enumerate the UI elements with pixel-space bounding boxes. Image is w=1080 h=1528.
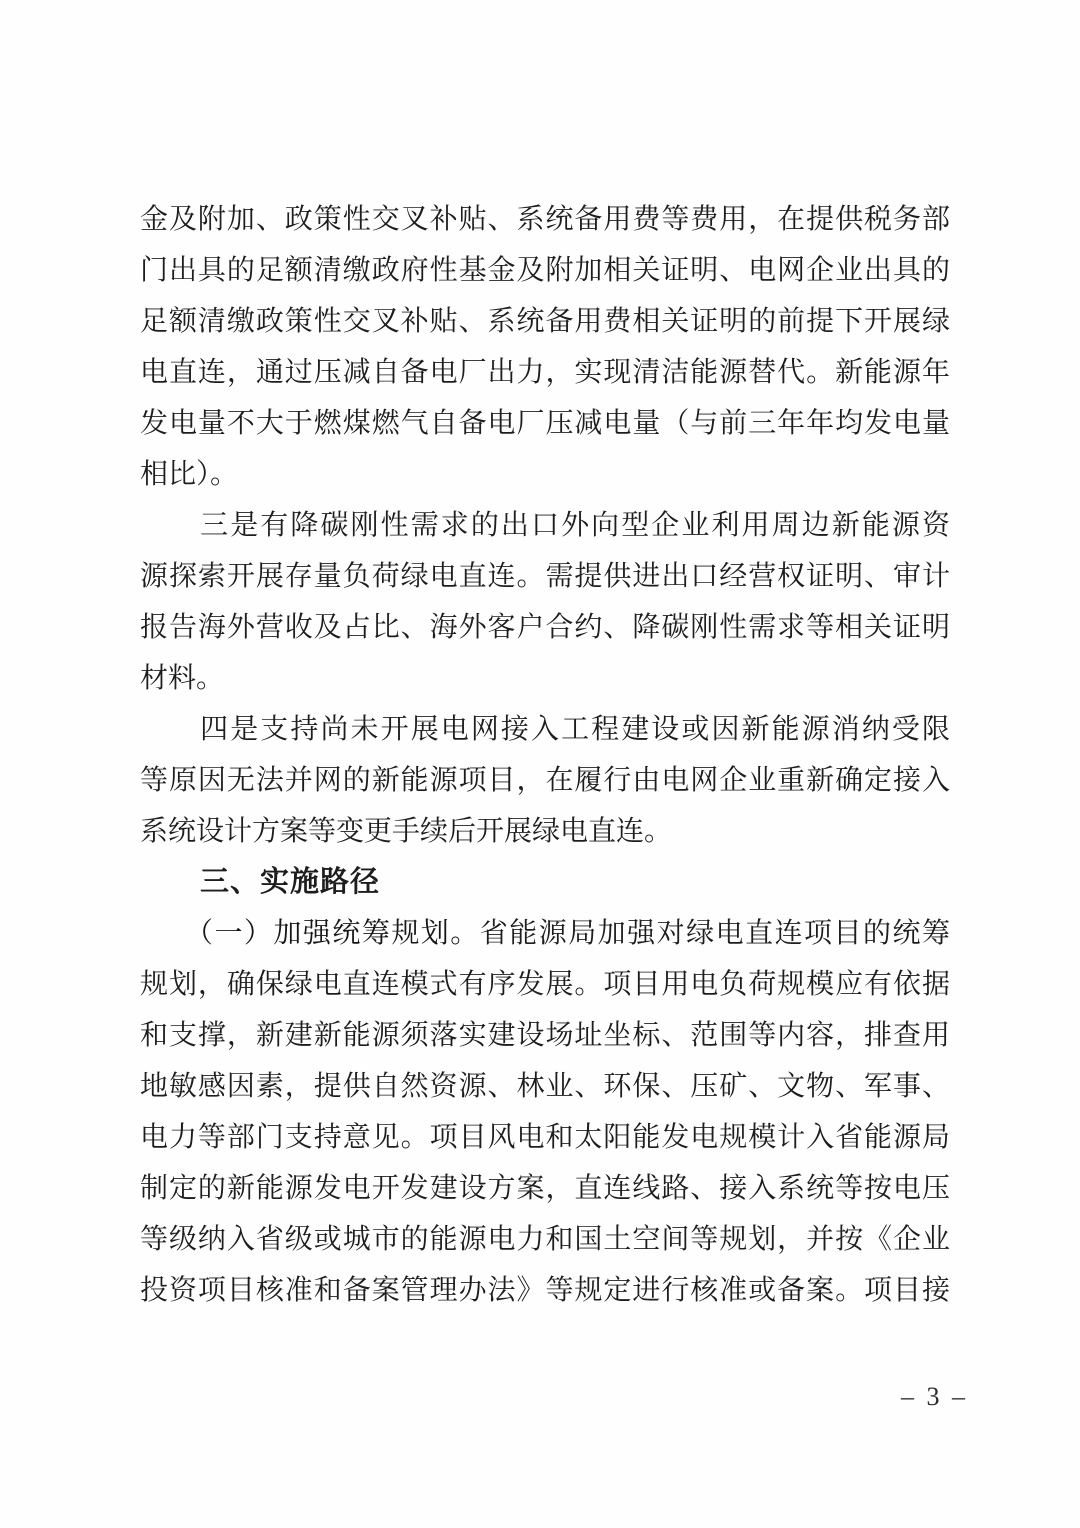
text-line: 三、实施路径 bbox=[140, 866, 381, 898]
text-line: 制定的新能源发电开发建设方案，直连线路、接入系统等按电压 bbox=[140, 1173, 950, 1204]
text-line: 投资项目核准和备案管理办法》等规定进行核准或备案。项目接 bbox=[140, 1275, 950, 1306]
text-line: 电力等部门支持意见。项目风电和太阳能发电规模计入省能源局 bbox=[140, 1122, 950, 1153]
text-line: 材料。 bbox=[140, 663, 225, 694]
text-line: 发电量不大于燃煤燃气自备电厂压减电量（与前三年年均发电量 bbox=[140, 408, 950, 439]
clause-title: （一）加强统筹规划。 bbox=[140, 918, 480, 949]
section-heading bbox=[140, 857, 950, 908]
text-line: 地敏感因素，提供自然资源、林业、环保、压矿、文物、军事、 bbox=[140, 1071, 950, 1102]
text-line: 金及附加、政策性交叉补贴、系统备用费等费用，在提供税务部 bbox=[140, 204, 950, 235]
text-line: 源探索开展存量负荷绿电直连。需提供进出口经营权证明、审计 bbox=[140, 561, 950, 592]
text-line: 规划，确保绿电直连模式有序发展。项目用电负荷规模应有依据 bbox=[140, 969, 950, 1000]
paragraph bbox=[140, 908, 950, 1316]
text-line: 电直连，通过压减自备电厂出力，实现清洁能源替代。新能源年 bbox=[140, 357, 950, 388]
text-line: 三是有降碳刚性需求的出口外向型企业利用周边新能源资 bbox=[140, 510, 950, 541]
text-line: 等级纳入省级或城市的能源电力和国土空间等规划，并按《企业 bbox=[140, 1224, 950, 1255]
text-line: 门出具的足额清缴政府性基金及附加相关证明、电网企业出具的 bbox=[140, 255, 950, 286]
paragraph bbox=[140, 194, 950, 500]
text-line: 系统设计方案等变更手续后开展绿电直连。 bbox=[140, 816, 673, 847]
page-number: – 3 – bbox=[901, 1382, 968, 1411]
paragraph bbox=[140, 704, 950, 857]
text-line: 等原因无法并网的新能源项目，在履行由电网企业重新确定接入 bbox=[140, 765, 950, 796]
text-line: 足额清缴政策性交叉补贴、系统备用费相关证明的前提下开展绿 bbox=[140, 306, 950, 337]
text-line: 相比）。 bbox=[140, 459, 239, 490]
text-line: （一）加强统筹规划。省能源局加强对绿电直连项目的统筹 bbox=[140, 918, 950, 949]
text-line: 报告海外营收及占比、海外客户合约、降碳刚性需求等相关证明 bbox=[140, 612, 950, 643]
document-body bbox=[140, 194, 950, 1316]
text-line: 四是支持尚未开展电网接入工程建设或因新能源消纳受限 bbox=[140, 714, 950, 745]
paragraph bbox=[140, 500, 950, 704]
text-line: 和支撑，新建新能源须落实建设场址坐标、范围等内容，排查用 bbox=[140, 1020, 950, 1051]
